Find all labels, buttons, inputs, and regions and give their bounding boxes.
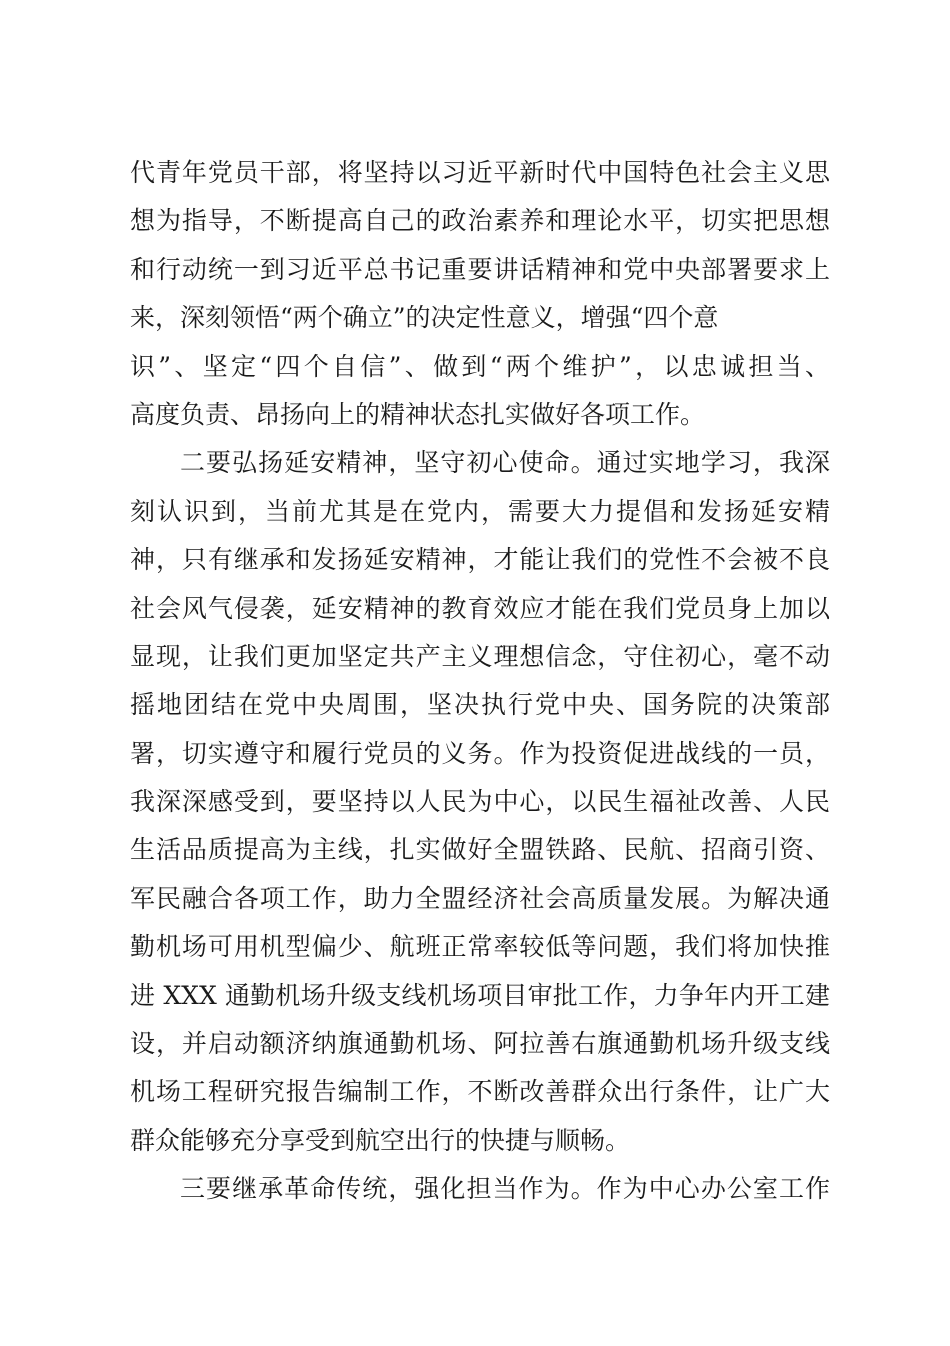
- text-line: 生活品质提高为主线，扎实做好全盟铁路、民航、招商引资、: [130, 835, 830, 865]
- text-line: 刻认识到，当前尤其是在党内，需要大力提倡和发扬延安精: [130, 496, 830, 526]
- text-line: 我深深感受到，要坚持以人民为中心，以民生福祉改善、人民: [130, 787, 830, 817]
- text-line: 想为指导，不断提高自己的政治素养和理论水平，切实把思想: [130, 206, 830, 236]
- document-body: [130, 149, 830, 1214]
- text-line: 军民融合各项工作，助力全盟经济社会高质量发展。为解决通: [130, 883, 830, 913]
- text-line: 代青年党员干部，将坚持以习近平新时代中国特色社会主义思: [130, 158, 830, 187]
- text-line: 和行动统一到习近平总书记重要讲话精神和党中央部署要求上: [130, 254, 830, 284]
- text-line: 识”、坚定“四个自信”、做到“两个维护”，以忠诚担当、: [130, 351, 830, 381]
- paragraph-heading-line: 二要弘扬延安精神，坚守初心使命。通过实地学习，我深: [180, 448, 830, 478]
- text-line: 社会风气侵袭，延安精神的教育效应才能在我们党员身上加以: [130, 593, 830, 623]
- text-line: 高度负责、昂扬向上的精神状态扎实做好各项工作。: [130, 399, 706, 429]
- text-line: 来，深刻领悟“两个确立”的决定性意义，增强“四个意: [130, 303, 719, 333]
- text-line: 勤机场可用机型偏少、航班正常率较低等问题，我们将加快推: [130, 932, 830, 962]
- paragraph-heading-line: 三要继承革命传统，强化担当作为。作为中心办公室工作: [180, 1174, 830, 1204]
- text-line: 进 XXX 通勤机场升级支线机场项目审批工作，力争年内开工建: [130, 980, 830, 1010]
- text-line: 显现，让我们更加坚定共产主义理想信念，守住初心，毫不动: [130, 641, 830, 671]
- text-line: 群众能够充分享受到航空出行的快捷与顺畅。: [130, 1125, 631, 1155]
- text-line: 机场工程研究报告编制工作，不断改善群众出行条件，让广大: [130, 1077, 830, 1107]
- text-line: 署，切实遵守和履行党员的义务。作为投资促进战线的一员，: [130, 738, 830, 768]
- text-line: 神，只有继承和发扬延安精神，才能让我们的党性不会被不良: [130, 545, 830, 575]
- text-line: 摇地团结在党中央周围，坚决执行党中央、国务院的决策部: [130, 690, 830, 720]
- text-line: 设，并启动额济纳旗通勤机场、阿拉善右旗通勤机场升级支线: [130, 1029, 830, 1059]
